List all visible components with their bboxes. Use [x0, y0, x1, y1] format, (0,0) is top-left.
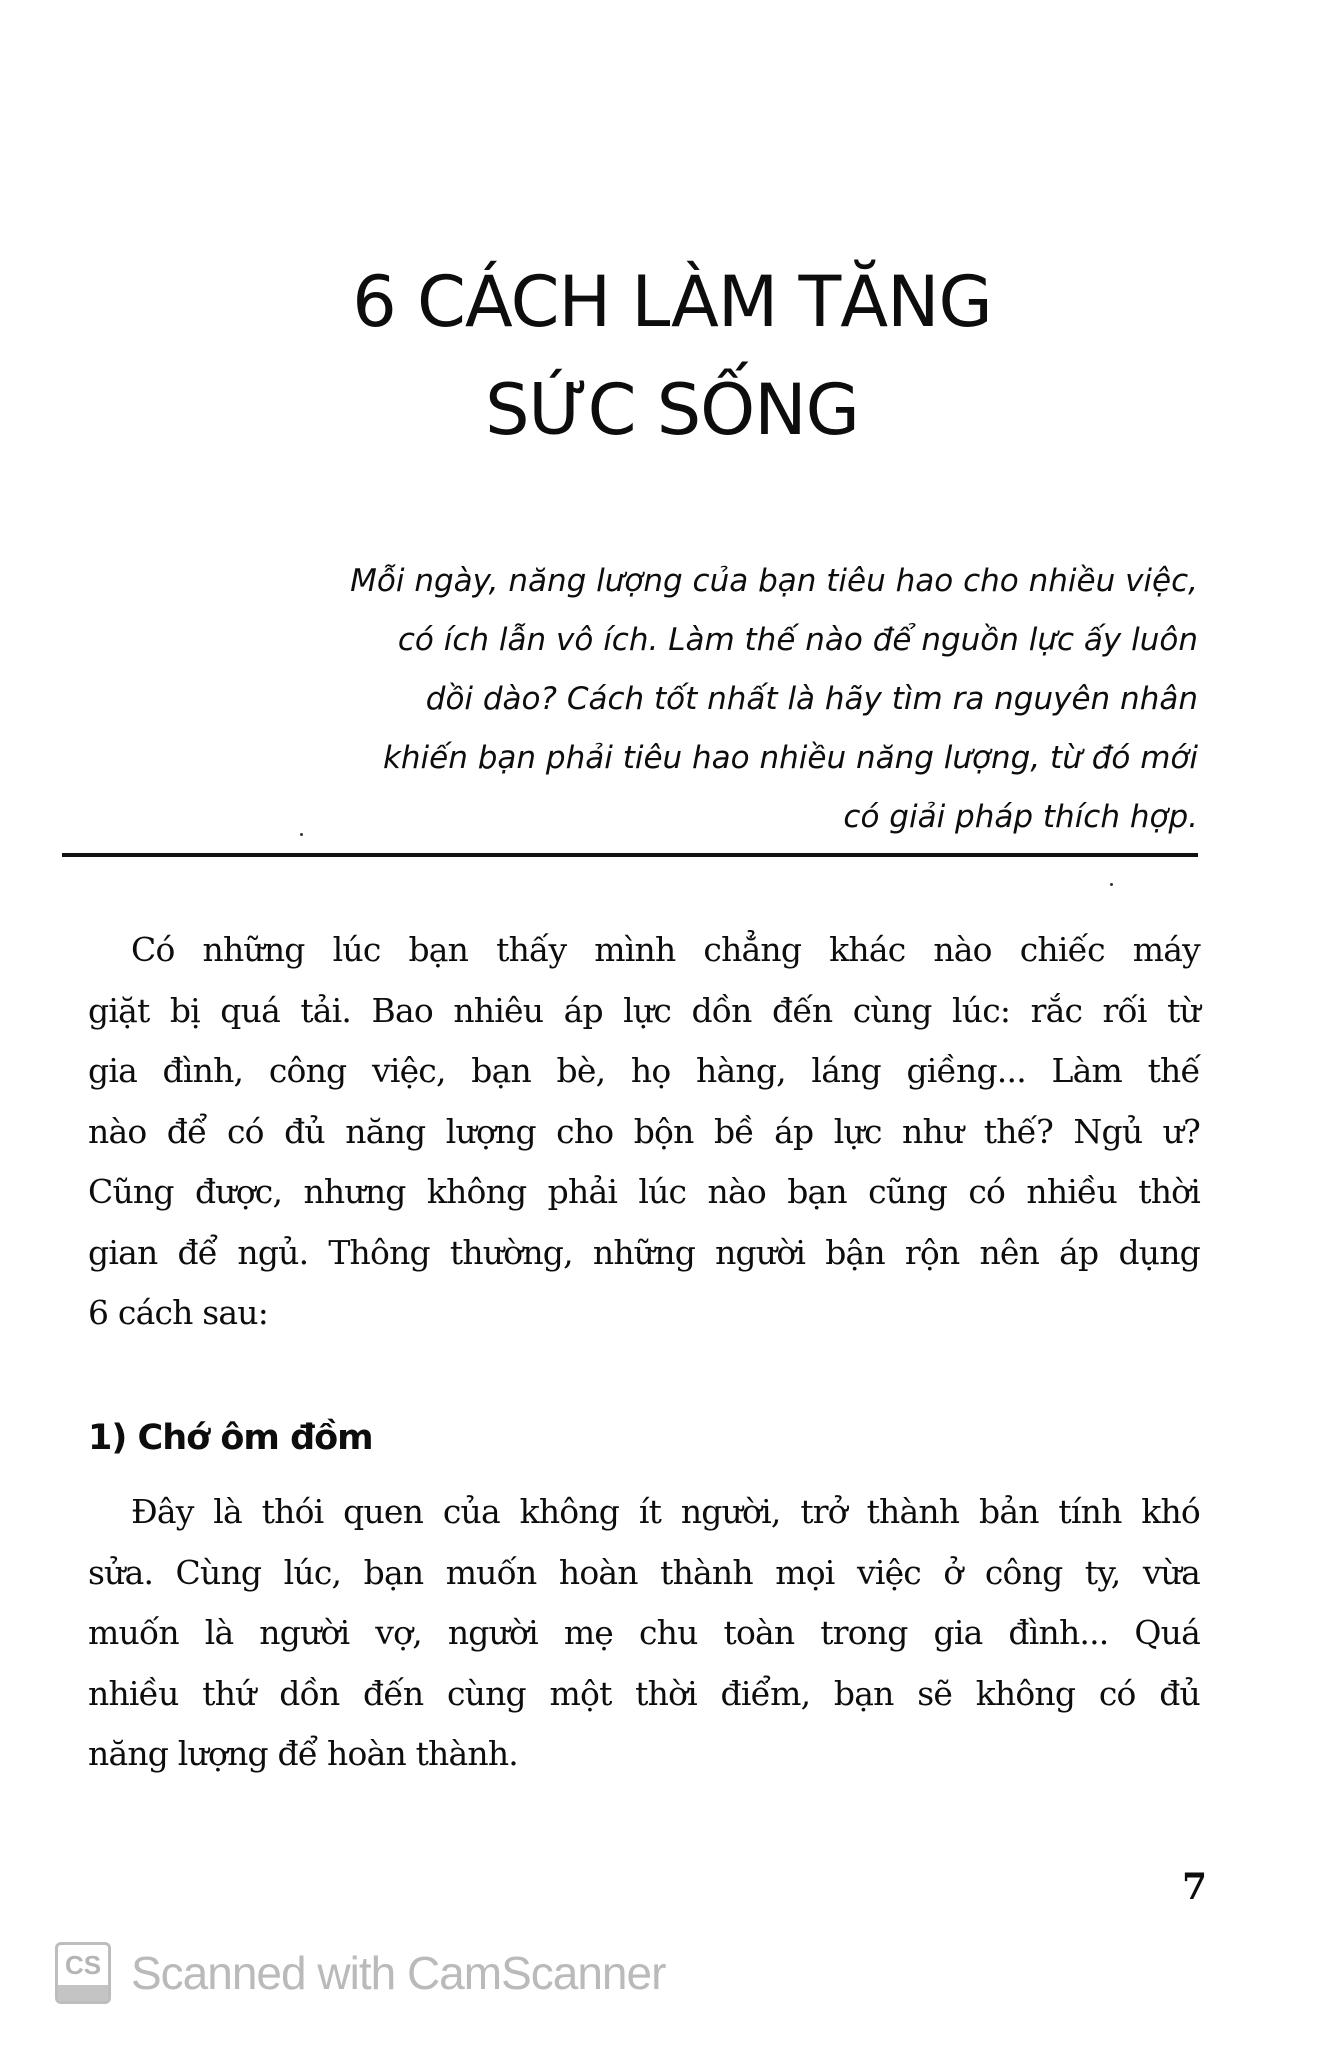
paragraph-line: nào để có đủ năng lượng cho bộn bề áp lực như thế? Ngủ ư?	[88, 1111, 1200, 1151]
chapter-title	[0, 248, 1344, 464]
paragraph-line: nhiều thứ dồn đến cùng một thời điểm, bạn sẽ không có đủ	[88, 1673, 1200, 1713]
chapter-title-line-1: 6 CÁCH LÀM TĂNG	[352, 261, 992, 343]
paragraph-line: muốn là người vợ, người mẹ chu toàn trong gia đình... Quá	[88, 1613, 1200, 1652]
paragraph-line: năng lượng để hoàn thành.	[88, 1734, 518, 1773]
paragraph-line: Cũng được, nhưng không phải lúc nào bạn cũng có nhiều thời	[88, 1172, 1200, 1211]
intro-line: có ích lẫn vô ích. Làm thế nào để nguồn lực ấy luôn	[397, 622, 1198, 658]
section-heading-1: 1) Chớ ôm đồm	[88, 1418, 373, 1458]
paragraph-line: 6 cách sau:	[88, 1293, 269, 1332]
intro-line: khiến bạn phải tiêu hao nhiều năng lượng, từ đó mới	[382, 740, 1198, 776]
intro-line: Mỗi ngày, năng lượng của bạn tiêu hao cho nhiều việc,	[350, 563, 1198, 599]
paragraph-section-1	[88, 1482, 1200, 1785]
paragraph-line: gia đình, công việc, bạn bè, họ hàng, láng giềng... Làm thế	[88, 1051, 1200, 1090]
paragraph-line: gian để ngủ. Thông thường, những người bận rộn nên áp dụng	[88, 1232, 1200, 1272]
paragraph-line: giặt bị quá tải. Bao nhiêu áp lực dồn đến cùng lúc: rắc rối từ	[88, 990, 1200, 1030]
divider-rule	[62, 853, 1198, 857]
watermark-text: Scanned with CamScanner	[131, 1947, 666, 1999]
scan-speck	[1110, 883, 1113, 886]
chapter-title-line-2: SỨC SỐNG	[485, 369, 859, 451]
page-number: 7	[1182, 1866, 1208, 1908]
paragraph-line: sửa. Cùng lúc, bạn muốn hoàn thành mọi việc ở công ty, vừa	[88, 1552, 1200, 1592]
paragraph-line: Đây là thói quen của không ít người, trở thành bản tính khó	[131, 1492, 1200, 1531]
camscanner-watermark	[55, 1942, 665, 2004]
scan-speck	[300, 833, 303, 836]
camscanner-logo-icon: CS	[55, 1942, 111, 2004]
paragraph-intro	[88, 920, 1200, 1344]
intro-line: dồi dào? Cách tốt nhất là hãy tìm ra nguyên nhân	[425, 681, 1198, 717]
intro-line: có giải pháp thích hợp.	[843, 799, 1198, 835]
paragraph-line: Có những lúc bạn thấy mình chẳng khác nào chiếc máy	[131, 930, 1200, 969]
intro-summary	[160, 552, 1198, 847]
